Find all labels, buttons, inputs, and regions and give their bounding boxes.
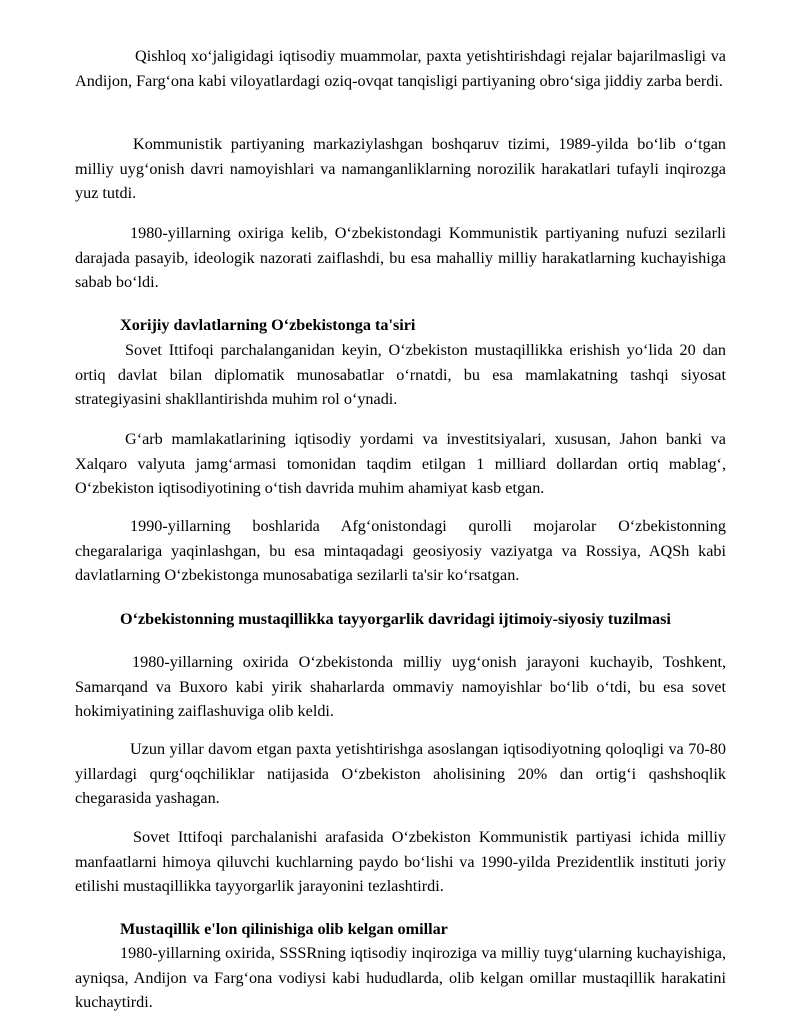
paragraph-7: 1980-yillarning oxirida O‘zbekistonda milliy uyg‘onish jarayoni kuchayib, Toshkent, Samarqand va Buxoro kabi yirik shaharlarda ommaviy namoyishlar bo‘lib o‘tdi, bu esa sovet hokimiyatining zaiflashuviga olib keldi. <box>75 653 726 721</box>
paragraph-1: Qishloq xo‘jaligidagi iqtisodiy muammolar, paxta yetishtirishdagi rejalar bajarilmasligi va Andijon, Farg‘ona kabi viloyatlardagi oziq-ovqat tanqisligi partiyaning obro‘siga jiddiy zarba berdi. <box>75 47 726 90</box>
paragraph-2: Kommunistik partiyaning markaziylashgan boshqaruv tizimi, 1989-yilda bo‘lib o‘tgan milliy uyg‘onish davri namoyishlari va namanganliklarning norozilik harakatlari tufayli inqirozga yuz tutdi. <box>75 135 726 203</box>
paragraph-8: Uzun yillar davom etgan paxta yetishtirishga asoslangan iqtisodiyotning qoloqligi va 70-80 yillardagi qurg‘oqchiliklar natijasida O‘zbekiston aholisining 20% dan ortig‘i qashshoqlik chegarasida yashagan. <box>75 740 726 808</box>
paragraph-3: 1980-yillarning oxiriga kelib, O‘zbekistondagi Kommunistik partiyaning nufuzi sezilarli darajada pasayib, ideologik nazorati zaiflashdi, bu esa mahalliy milliy harakatlarning kuchayishiga sabab bo‘ldi. <box>75 224 726 292</box>
paragraph-10: 1980-yillarning oxirida, SSSRning iqtisodiy inqiroziga va milliy tuyg‘ularning kuchayishiga, ayniqsa, Andijon va Farg‘ona vodiysi kabi hududlarda, olib kelgan omillar mustaqillik harakatini kuchaytirdi. <box>75 944 726 1012</box>
paragraph-9: Sovet Ittifoqi parchalanishi arafasida O‘zbekiston Kommunistik partiyasi ichida milliy manfaatlarni himoya qiluvchi kuchlarning paydo bo‘lishi va 1990-yilda Prezidentlik instituti joriy etilishi mustaqillikka tayyorgarlik jarayonini tezlashtirdi. <box>75 828 726 896</box>
section-heading-foreign-influence: Xorijiy davlatlarning O‘zbekistonga ta'siri <box>120 316 416 334</box>
paragraph-6: 1990-yillarning boshlarida Afg‘onistondagi qurolli mojarolar O‘zbekistonning chegaralariga yaqinlashgan, bu esa mintaqadagi geosiyosiy vaziyatga va Rossiya, AQSh kabi davlatlarning O‘zbekistonga munosabatiga sezilarli ta'sir ko‘rsatgan. <box>75 517 726 585</box>
section-heading-social-political-structure: O‘zbekistonning mustaqillikka tayyorgarlik davridagi ijtimoiy-siyosiy tuzilmasi <box>120 610 671 628</box>
section-heading-independence-factors: Mustaqillik e'lon qilinishiga olib kelgan omillar <box>120 920 448 938</box>
paragraph-5: G‘arb mamlakatlarining iqtisodiy yordami va investitsiyalari, xususan, Jahon banki va Xalqaro valyuta jamg‘armasi tomonidan taqdim etilgan 1 milliard dollardan ortiq mablag‘, O‘zbekiston iqtisodiyotining o‘tish davrida muhim ahamiyat kasb etgan. <box>75 430 726 498</box>
paragraph-4: Sovet Ittifoqi parchalanganidan keyin, O‘zbekiston mustaqillikka erishish yo‘lida 20 dan ortiq davlat bilan diplomatik munosabatlar o‘rnatdi, bu esa mamlakatning tashqi siyosat strategiyasini shakllantirishda muhim rol o‘ynadi. <box>75 341 726 409</box>
